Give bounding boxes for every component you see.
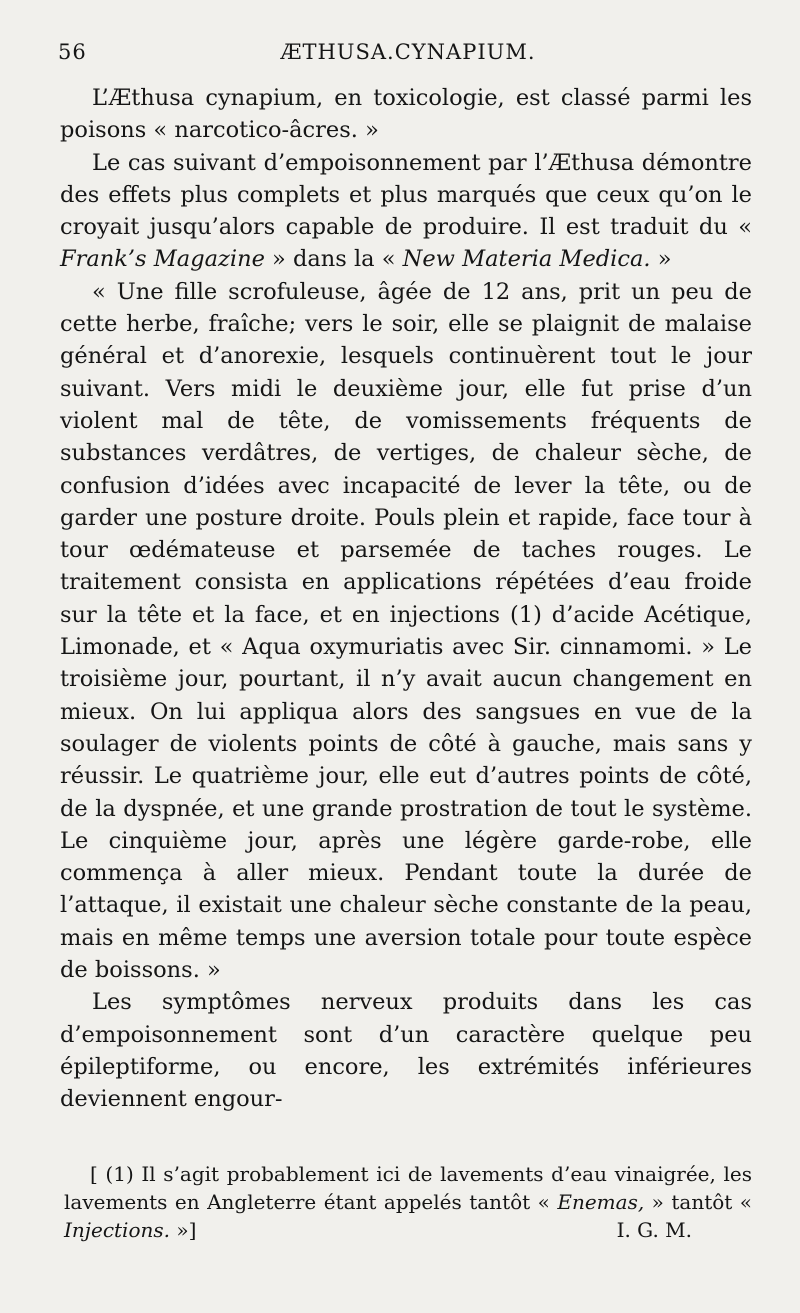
running-title: ÆTHUSA.CYNAPIUM.	[280, 40, 536, 64]
page-number: 56	[58, 40, 87, 64]
footnote-body: [ (1) Il s’agit probablement ici de lavements d’eau vinaigrée, les lavements en Angleterre étant appelés tantôt «	[64, 1162, 752, 1214]
source-title-new-materia-medica: New Materia Medica.	[402, 246, 651, 273]
case-intro-close-quote: »	[657, 246, 672, 273]
page-header	[58, 40, 758, 76]
footnote-close: »]	[176, 1218, 197, 1242]
case-intro-connector: » dans la «	[272, 246, 396, 273]
footnote-term-enemas: Enemas,	[557, 1190, 645, 1214]
body-text	[60, 82, 752, 1116]
footnote-connector: » tantôt «	[651, 1190, 753, 1214]
paragraph-classification: L’Æthusa cynapium, en toxicologie, est classé parmi les poisons « narcotico-âcres. »	[60, 85, 752, 144]
paragraph-case-intro	[60, 147, 752, 276]
case-intro-text: Le cas suivant d’empoisonnement par l’Æthusa démontre des effets plus complets et plus marqués que ceux qu’on le croyait jusqu’alors capable de produire. Il est traduit du «	[60, 149, 752, 241]
paragraph-case-report: « Une fille scrofuleuse, âgée de 12 ans, prit un peu de cette herbe, fraîche; vers le soir, elle se plaignit de malaise général et d’anorexie, lesquels continuèrent tout le jour suivant. Vers midi le deuxième jour, elle fut prise d’un violent mal de tête, de vomissements fréquents de substances verdâtres, de vertiges, de chaleur sèche, de confusion d’idées avec incapacité de lever la tête, ou de garder une posture droite. Pouls plein et rapide, face tour à tour œdémateuse et parsemée de taches rouges. Le traitement consista en applications répétées d’eau froide sur la tête et la face, et en injections (1) d’acide Acétique, Limonade, et « Aqua oxymuriatis avec Sir. cinnamomi. » Le troisième jour, pourtant, il n’y avait aucun changement en mieux. On lui appliqua alors des sangsues en vue de la soulager de violents points de côté à gauche, mais sans y réussir. Le quatrième jour, elle eut d’autres points de côté, de la dyspnée, et une grande prostration de tout le système. Le cinquième jour, après une légère garde-robe, elle commença à aller mieux. Pendant toute la durée de l’attaque, il existait une chaleur sèche constante de la peau, mais en même temps une aversion totale pour toute espèce de boissons. »	[60, 278, 752, 984]
source-title-franks-magazine: Frank’s Magazine	[60, 246, 265, 273]
paragraph-nervous-symptoms: Les symptômes nerveux produits dans les cas d’empoisonnement sont d’un caractère quelque peu épileptiforme, ou encore, les extrémités inférieures deviennent engour-	[60, 989, 752, 1113]
footnote-text	[64, 1160, 752, 1244]
footnote-signature: I. G. M.	[616, 1218, 692, 1242]
footnote	[64, 1160, 752, 1244]
footnote-term-injections: Injections.	[64, 1218, 170, 1242]
